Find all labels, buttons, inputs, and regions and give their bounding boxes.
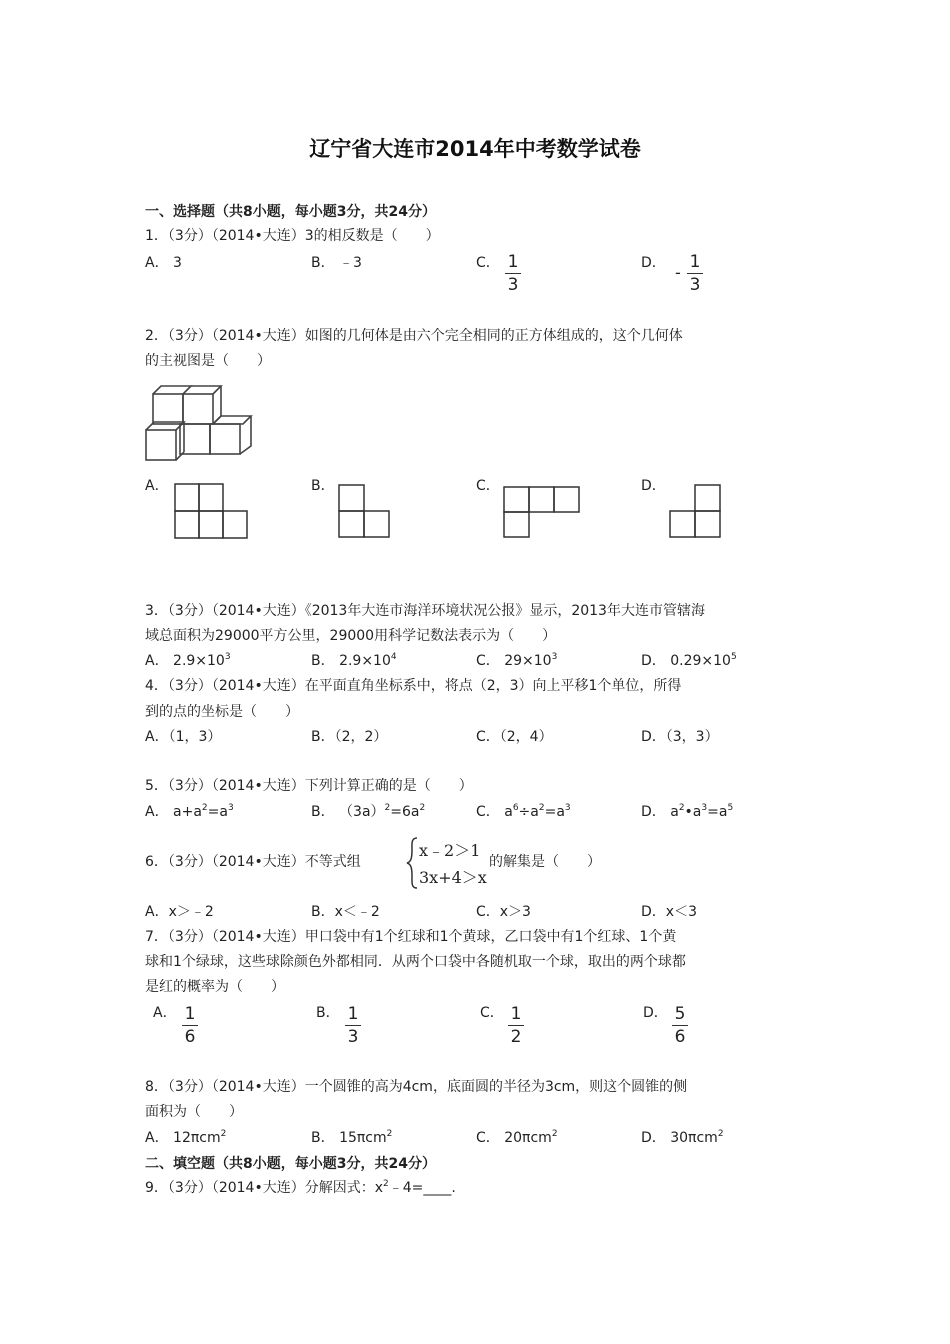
q2-d-label: D．: [641, 478, 666, 494]
q9-exp: 2: [383, 1179, 389, 1189]
q2-b-label: B．: [311, 478, 335, 494]
q7-a-fraction: [182, 1004, 198, 1047]
q7-d-label: D．: [643, 1005, 668, 1021]
q8-a-label: A．: [145, 1130, 169, 1146]
q6-option-b: B．x＜﹣2: [311, 904, 380, 920]
q1-c-fraction: [505, 252, 521, 295]
q2-c-label: C．: [476, 478, 500, 494]
q7-d-num: 5: [674, 1004, 686, 1024]
q1-a-text: 3: [173, 255, 182, 271]
q3-a-base: 2.9×10: [173, 653, 225, 669]
question-1-stem: 1．（3分）（2014•大连）3的相反数是（ ）: [145, 228, 440, 244]
q4-option-c: C．（2，4）: [476, 729, 553, 745]
q1-d-den: 3: [689, 275, 701, 295]
q8-option-b: [311, 1128, 392, 1148]
q8-b-text: 15πcm: [339, 1130, 387, 1146]
q1-c-num: 1: [507, 252, 519, 272]
q8-exp: 2: [386, 1129, 393, 1139]
q3-option-a: [145, 651, 231, 671]
q3-a-exp: 3: [224, 652, 231, 662]
q7-a-den: 6: [184, 1027, 196, 1047]
q7-a-num: 1: [184, 1004, 196, 1024]
fraction-bar: [672, 1025, 688, 1026]
q3-option-c: [476, 651, 557, 671]
q7-d-fraction: [672, 1004, 688, 1047]
q8-d-text: 30πcm: [670, 1130, 718, 1146]
inequality-2: 3x+4＞x: [419, 868, 487, 887]
q6-option-a: A．x＞﹣2: [145, 904, 214, 920]
q3-d-base: 0.29×10: [670, 653, 731, 669]
q5-option-d: D． $a^2•a^3=a^5$: [641, 803, 734, 820]
q5-option-c: C． $a^6\div a^2=a^3$: [476, 803, 571, 820]
question-2-stem-line2: 的主视图是（ ）: [145, 353, 271, 369]
q2-a-label: A．: [145, 478, 169, 494]
question-7-stem-line3: 是红的概率为（ ）: [145, 979, 285, 995]
q2-option-a-figure: [174, 483, 250, 541]
inequality-1: x﹣2＞1: [419, 841, 481, 860]
question-7-stem-line1: 7．（3分）（2014•大连）甲口袋中有1个红球和1个黄球，乙口袋中有1个红球、1个黄: [145, 929, 677, 945]
q7-c-num: 1: [510, 1004, 522, 1024]
q1-d-label: D．: [641, 255, 666, 271]
q3-a-label: A．: [145, 653, 169, 669]
q5-a-label: A．: [145, 804, 169, 820]
question-9-stem: [145, 1178, 456, 1198]
q2-option-d-figure: [669, 484, 725, 542]
q7-b-label: B．: [316, 1005, 340, 1021]
question-2-stem-line1: 2．（3分）（2014•大连）如图的几何体是由六个完全相同的正方体组成的，这个几何体: [145, 328, 683, 344]
q8-exp: 2: [220, 1129, 227, 1139]
q5-d-label: D．: [641, 804, 666, 820]
q8-exp: 2: [717, 1129, 724, 1139]
q8-b-label: B．: [311, 1130, 335, 1146]
q2-option-b-figure: [338, 484, 394, 542]
q8-option-c: [476, 1128, 558, 1148]
q9-stem-post: ﹣4=____.: [388, 1180, 456, 1196]
q1-b-label: B．: [311, 255, 335, 271]
question-6-stem-pre: 6．（3分）（2014•大连）不等式组: [145, 854, 361, 870]
q8-exp: 2: [551, 1129, 558, 1139]
q3-b-base: 2.9×10: [339, 653, 391, 669]
q8-option-a: [145, 1128, 226, 1148]
q8-d-label: D．: [641, 1130, 666, 1146]
question-5-stem: 5．（3分）（2014•大连）下列计算正确的是（ ）: [145, 778, 473, 794]
q1-c-label: C．: [476, 255, 500, 271]
q3-option-b: [311, 651, 397, 671]
q7-b-num: 1: [347, 1004, 359, 1024]
q3-c-base: 29×10: [504, 653, 552, 669]
fraction-bar: [505, 273, 521, 274]
q1-option-a: [145, 253, 182, 273]
q8-option-d: [641, 1128, 724, 1148]
question-4-stem-line2: 到的点的坐标是（ ）: [145, 704, 299, 720]
q3-d-label: D．: [641, 653, 666, 669]
q1-option-b: [311, 253, 362, 273]
q3-b-label: B．: [311, 653, 335, 669]
q7-a-label: A．: [153, 1005, 177, 1021]
q3-b-exp: 4: [390, 652, 397, 662]
q1-b-text: ﹣3: [339, 255, 362, 271]
question-4-stem-line1: 4．（3分）（2014•大连）在平面直角坐标系中，将点（2，3）向上平移1个单位，所得: [145, 678, 682, 694]
fraction-bar: [345, 1025, 361, 1026]
fraction-bar: [182, 1025, 198, 1026]
q1-d-num: 1: [689, 252, 701, 272]
section-heading: 二、填空题（共8小题，每小题3分，共24分）: [145, 1156, 436, 1172]
question-6-stem-post: 的解集是（ ）: [489, 854, 601, 870]
q7-c-fraction: [508, 1004, 524, 1047]
q8-a-text: 12πcm: [173, 1130, 221, 1146]
section-heading: 一、选择题（共8小题，每小题3分，共24分）: [145, 204, 436, 220]
q5-b-label: B．: [311, 804, 335, 820]
q9-stem-pre: 9．（3分）（2014•大连）分解因式：x: [145, 1180, 383, 1196]
q4-option-b: B．（2，2）: [311, 729, 388, 745]
q3-d-exp: 5: [730, 652, 737, 662]
q7-c-den: 2: [510, 1027, 522, 1047]
fraction-bar: [508, 1025, 524, 1026]
question-3-stem-line2: 域总面积为29000平方公里，29000用科学记数法表示为（ ）: [145, 628, 557, 644]
system-brace: [405, 836, 419, 890]
q2-option-c-figure: [503, 486, 585, 540]
question-8-stem-line2: 面积为（ ）: [145, 1104, 243, 1120]
question-3-stem-line1: 3．（3分）（2014•大连）《2013年大连市海洋环境状况公报》显示，2013年大连市管辖海: [145, 603, 705, 619]
q7-b-den: 3: [347, 1027, 359, 1047]
q3-c-label: C．: [476, 653, 500, 669]
q4-option-d: D．（3，3）: [641, 729, 719, 745]
q7-d-den: 6: [674, 1027, 686, 1047]
q6-option-c: C．x＞3: [476, 904, 531, 920]
question-8-stem-line1: 8．（3分）（2014•大连）一个圆锥的高为4cm，底面圆的半径为3cm，则这个圆锥的侧: [145, 1079, 688, 1095]
fraction-bar: [687, 273, 703, 274]
q3-c-exp: 3: [551, 652, 558, 662]
q1-c-den: 3: [507, 275, 519, 295]
question-7-stem-line2: 球和1个绿球，这些球除颜色外都相同．从两个口袋中各随机取一个球，取出的两个球都: [145, 954, 686, 970]
q4-option-a: A．（1，3）: [145, 729, 222, 745]
q7-c-label: C．: [480, 1005, 504, 1021]
q6-option-d: D．x＜3: [641, 904, 697, 920]
q5-c-label: C．: [476, 804, 500, 820]
q8-c-text: 20πcm: [504, 1130, 552, 1146]
q8-c-label: C．: [476, 1130, 500, 1146]
q1-d-sign: -: [675, 263, 681, 282]
q3-option-d: [641, 651, 737, 671]
q5-option-b: B． $(3a)^2=6a^2$: [311, 803, 426, 820]
q5-option-a: A． $a+a^2=a^3$: [145, 803, 234, 820]
page-title: 辽宁省大连市2014年中考数学试卷: [309, 137, 641, 161]
q1-d-fraction: [687, 252, 703, 295]
q1-a-label: A．: [145, 255, 169, 271]
q7-b-fraction: [345, 1004, 361, 1047]
cube-solid-figure: [140, 380, 260, 470]
